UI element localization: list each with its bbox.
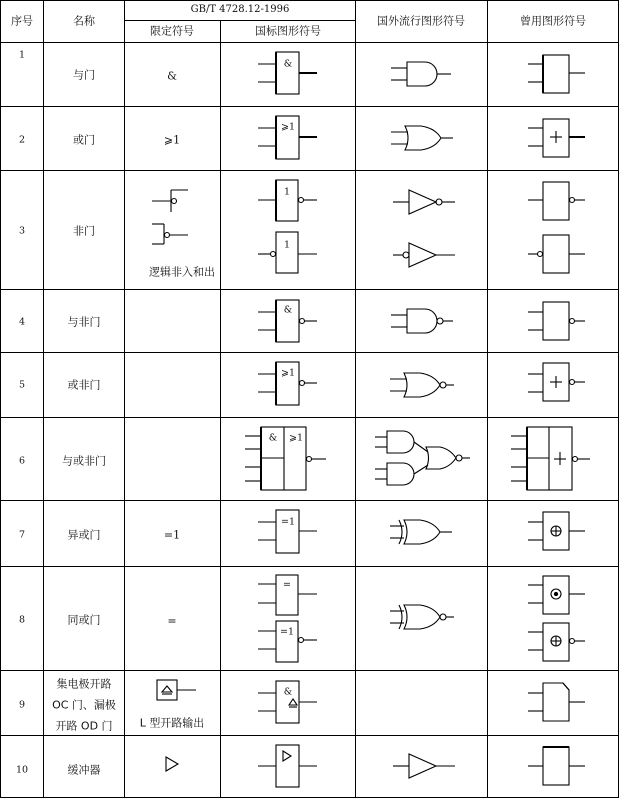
gate-name: 缓冲器: [67, 763, 101, 777]
gb-symbol-label: 1: [283, 186, 291, 198]
row-number: 10: [15, 764, 29, 776]
buffer-icon: [393, 754, 455, 778]
header-standard: GB/T 4728.12-1996: [190, 4, 290, 15]
row-number: 5: [18, 379, 26, 391]
or-gate-common-icon: [528, 119, 585, 157]
row-number: 7: [18, 529, 26, 541]
header-name: 名称: [73, 14, 95, 28]
row-number: 8: [18, 614, 26, 626]
gb-symbol-label: &: [283, 58, 293, 70]
gate-name: 或非门: [67, 378, 101, 392]
nor-gate-icon: [390, 373, 454, 397]
gate-name: 与非门: [67, 315, 101, 329]
and-gate-common-icon: [528, 55, 585, 93]
gate-name-line: 开路 OD 门: [55, 719, 113, 733]
gb-symbol-label: &: [283, 686, 293, 698]
xor-gate-icon: [390, 520, 452, 544]
gb-symbol-label: =1: [279, 626, 295, 638]
qualifier-symbol: =: [167, 614, 177, 628]
not-qualifier-icon: [152, 190, 188, 244]
row-number: 2: [18, 134, 26, 146]
row-number: 1: [18, 49, 26, 61]
gate-name-line: OC 门、漏极: [52, 698, 116, 712]
xnor-gate-icon: [390, 605, 454, 629]
gate-name: 同或门: [67, 613, 101, 627]
row-number: 9: [18, 699, 26, 711]
qualifier-note: 逻辑非入和出: [149, 265, 215, 279]
open-collector-qualifier-icon: [157, 680, 196, 700]
buffer-common-icon: [528, 747, 585, 785]
nand-gate-icon: [391, 309, 453, 333]
row-number: 4: [18, 316, 26, 328]
gb-symbol-label: &: [268, 432, 278, 444]
header-qualifier: 限定符号: [150, 24, 194, 38]
gb-symbol-label: ⩾1: [288, 432, 304, 444]
header-common: 曾用图形符号: [520, 14, 586, 28]
not-gate-icon: [393, 190, 455, 267]
gb-symbol-label: ⩾1: [280, 121, 296, 133]
gb-symbol-label: =: [283, 579, 291, 591]
buffer-gb-icon: [258, 745, 317, 787]
gb-symbol-label: 1: [283, 239, 291, 251]
header-foreign: 国外流行图形符号: [377, 14, 465, 28]
gate-name-line: 集电极开路: [56, 677, 112, 691]
gate-name: 与门: [73, 68, 95, 82]
and-or-invert-gate-gb-icon: [245, 427, 326, 490]
gate-name: 非门: [73, 224, 95, 238]
and-or-invert-gate-icon: [375, 431, 470, 485]
not-gate-common-icon: [528, 182, 585, 273]
qualifier-symbol: ⩾1: [163, 133, 181, 147]
row-number: 6: [18, 455, 26, 467]
qualifier-note: L 型开路输出: [139, 716, 205, 730]
and-gate-icon: [391, 62, 451, 86]
buffer-qualifier-icon: [166, 757, 178, 771]
xor-gate-common-icon: [528, 512, 585, 550]
nor-gate-common-icon: [528, 363, 585, 401]
xnor-gate-common-icon: [528, 576, 585, 661]
gate-name: 异或门: [67, 528, 101, 542]
or-gate-icon: [391, 126, 453, 150]
nand-gate-common-icon: [528, 302, 585, 340]
row-number: 3: [18, 225, 26, 237]
header-national: 国标图形符号: [255, 24, 321, 38]
qualifier-symbol: &: [167, 69, 177, 83]
gb-symbol-label: &: [283, 304, 293, 316]
gb-symbol-label: =1: [280, 516, 296, 528]
open-collector-common-icon: [528, 683, 585, 721]
header-serial: 序号: [11, 14, 33, 28]
gb-symbol-label: ⩾1: [280, 367, 296, 379]
qualifier-symbol: =1: [163, 528, 181, 542]
gate-name: 与或非门: [62, 454, 106, 468]
gate-name: 或门: [73, 133, 95, 147]
and-or-invert-gate-common-icon: [511, 427, 590, 490]
